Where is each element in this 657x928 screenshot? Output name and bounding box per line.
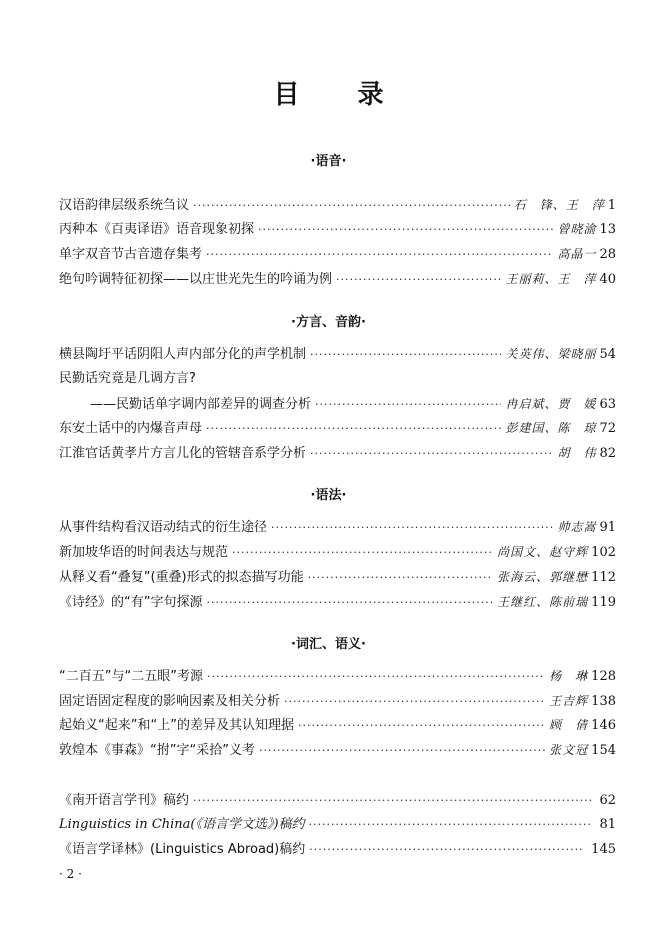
toc-entry[interactable] <box>59 419 616 438</box>
entry-title: 起始义“起来”和“上”的差异及其认知理据 <box>59 718 294 733</box>
dot-leader <box>309 841 584 859</box>
toc-entry[interactable] <box>59 270 616 289</box>
page-title <box>0 74 657 111</box>
toc-entry[interactable] <box>59 444 616 463</box>
entry-title: 绝句吟调特征初探——以庄世光先生的吟诵为例 <box>59 272 333 287</box>
entry-title: 丙种本《百夷译语》语音现象初探 <box>59 222 255 237</box>
dot-leader <box>298 717 545 735</box>
entry-title: 新加坡华语的时间表达与规范 <box>59 545 229 560</box>
entry-page: 72 <box>599 421 616 436</box>
page-title-char-2: 录 <box>357 80 384 110</box>
toc-entry[interactable] <box>90 395 616 414</box>
entry-title: 东安土话中的内爆音声母 <box>59 421 203 436</box>
entry-page: 82 <box>599 446 616 461</box>
entry-author: 王吉辉 <box>549 694 589 708</box>
notice-title: 《南开语言学刊》稿约 <box>59 793 190 808</box>
dot-leader <box>310 346 501 364</box>
entry-author: 张文冠 <box>549 743 589 757</box>
dot-leader <box>315 396 501 414</box>
notice-entry[interactable] <box>59 841 616 859</box>
entry-title: “二百五”与“二五眼”考源 <box>59 669 203 684</box>
entry-author: 高晶一 <box>557 247 597 261</box>
section-heading-dialects: ·方言、音韵· <box>291 315 366 330</box>
toc-entry[interactable] <box>59 716 616 735</box>
entry-author: 彭建国、陈 琼 <box>505 421 597 435</box>
entry-author: 顾 倩 <box>549 718 589 732</box>
notice-title: Linguistics in China(《语言学文选》)稿约 <box>59 817 305 832</box>
toc-entry[interactable] <box>59 245 616 264</box>
entry-author: 帅志嵩 <box>557 520 597 534</box>
dot-leader <box>206 420 501 438</box>
entry-page: 91 <box>599 520 616 535</box>
page-number: · 2 · <box>59 867 82 881</box>
notice-entry[interactable] <box>59 792 616 810</box>
entry-author: 石 锋、王 萍 <box>513 198 605 212</box>
dot-leader <box>259 742 545 760</box>
entry-author: 曾晓渝 <box>557 222 597 236</box>
entry-page: 1 <box>607 198 616 213</box>
dot-leader <box>271 519 553 537</box>
entry-page: 119 <box>591 595 616 610</box>
entry-page: 102 <box>591 545 616 560</box>
dot-leader <box>207 668 545 686</box>
entry-page: 138 <box>591 694 616 709</box>
toc-entry[interactable] <box>59 220 616 239</box>
entry-author: 关英伟、梁晓丽 <box>505 347 597 361</box>
section-heading-grammar: ·语法· <box>310 488 347 503</box>
dot-leader <box>309 816 593 834</box>
notice-page: 62 <box>599 793 616 808</box>
entry-title: 敦煌本《事森》“拊”字“采拾”义考 <box>59 743 255 758</box>
section-heading-lexicon: ·词汇、语义· <box>291 637 366 652</box>
entry-page: 40 <box>599 272 616 287</box>
notice-entry[interactable] <box>59 816 616 834</box>
entry-page: 63 <box>599 397 616 412</box>
dot-leader <box>206 594 493 612</box>
entry-title: 汉语韵律层级系统刍议 <box>59 198 190 213</box>
toc-entry[interactable] <box>59 568 616 587</box>
entry-author: 王丽莉、王 萍 <box>505 272 597 286</box>
section-heading-phonetics: ·语音· <box>310 154 347 169</box>
page-title-char-1: 目 <box>273 80 300 110</box>
notice-title: 《语言学译林》(Linguistics Abroad)稿约 <box>59 842 306 857</box>
entry-page: 13 <box>599 222 616 237</box>
toc-entry[interactable] <box>59 345 616 364</box>
dot-leader <box>193 197 510 215</box>
entry-page: 112 <box>591 570 616 585</box>
toc-entry[interactable] <box>59 196 616 215</box>
entry-title: 从释义看“叠复”(重叠)形式的拟态描写功能 <box>59 570 304 585</box>
entry-author: 王继红、陈前瑞 <box>497 595 589 609</box>
entry-title: 固定语固定程度的影响因素及相关分析 <box>59 694 281 709</box>
entry-page: 154 <box>591 743 616 758</box>
toc-entry[interactable] <box>59 370 616 388</box>
toc-entry[interactable] <box>59 593 616 612</box>
entry-author: 张海云、郭继懋 <box>497 570 589 584</box>
dot-leader <box>258 221 553 239</box>
entry-title: 从事件结构看汉语动结式的衍生途径 <box>59 520 268 535</box>
notice-page: 145 <box>591 842 616 857</box>
dot-leader <box>308 569 494 587</box>
toc-entry[interactable] <box>59 741 616 760</box>
notice-page: 81 <box>599 817 616 832</box>
entry-page: 54 <box>599 347 616 362</box>
entry-title: 横县陶圩平话阴阳人声内部分化的声学机制 <box>59 347 307 362</box>
entry-title: 单字双音节古音遗存集考 <box>59 247 203 262</box>
entry-title: ——民勤话单字调内部差异的调查分析 <box>90 397 312 412</box>
entry-author: 杨 琳 <box>549 669 589 683</box>
dot-leader <box>310 445 553 463</box>
entry-author: 胡 伟 <box>557 446 597 460</box>
toc-entry[interactable] <box>59 518 616 537</box>
entry-page: 146 <box>591 718 616 733</box>
entry-author: 冉启斌、贾 媛 <box>505 397 597 411</box>
dot-leader <box>284 693 545 711</box>
dot-leader <box>232 544 493 562</box>
entry-page: 128 <box>591 669 616 684</box>
entry-title: 江淮官话黄孝片方言儿化的管辖音系学分析 <box>59 446 307 461</box>
dot-leader <box>193 792 592 810</box>
entry-title: 《诗经》的“有”字句探源 <box>59 595 203 610</box>
toc-entry[interactable] <box>59 543 616 562</box>
entry-author: 尚国文、赵守辉 <box>497 545 589 559</box>
entry-page: 28 <box>599 247 616 262</box>
dot-leader <box>336 271 501 289</box>
toc-entry[interactable] <box>59 667 616 686</box>
entry-title: 民勤话究竟是几调方言? <box>59 371 196 386</box>
toc-entry[interactable] <box>59 692 616 711</box>
dot-leader <box>206 246 553 264</box>
